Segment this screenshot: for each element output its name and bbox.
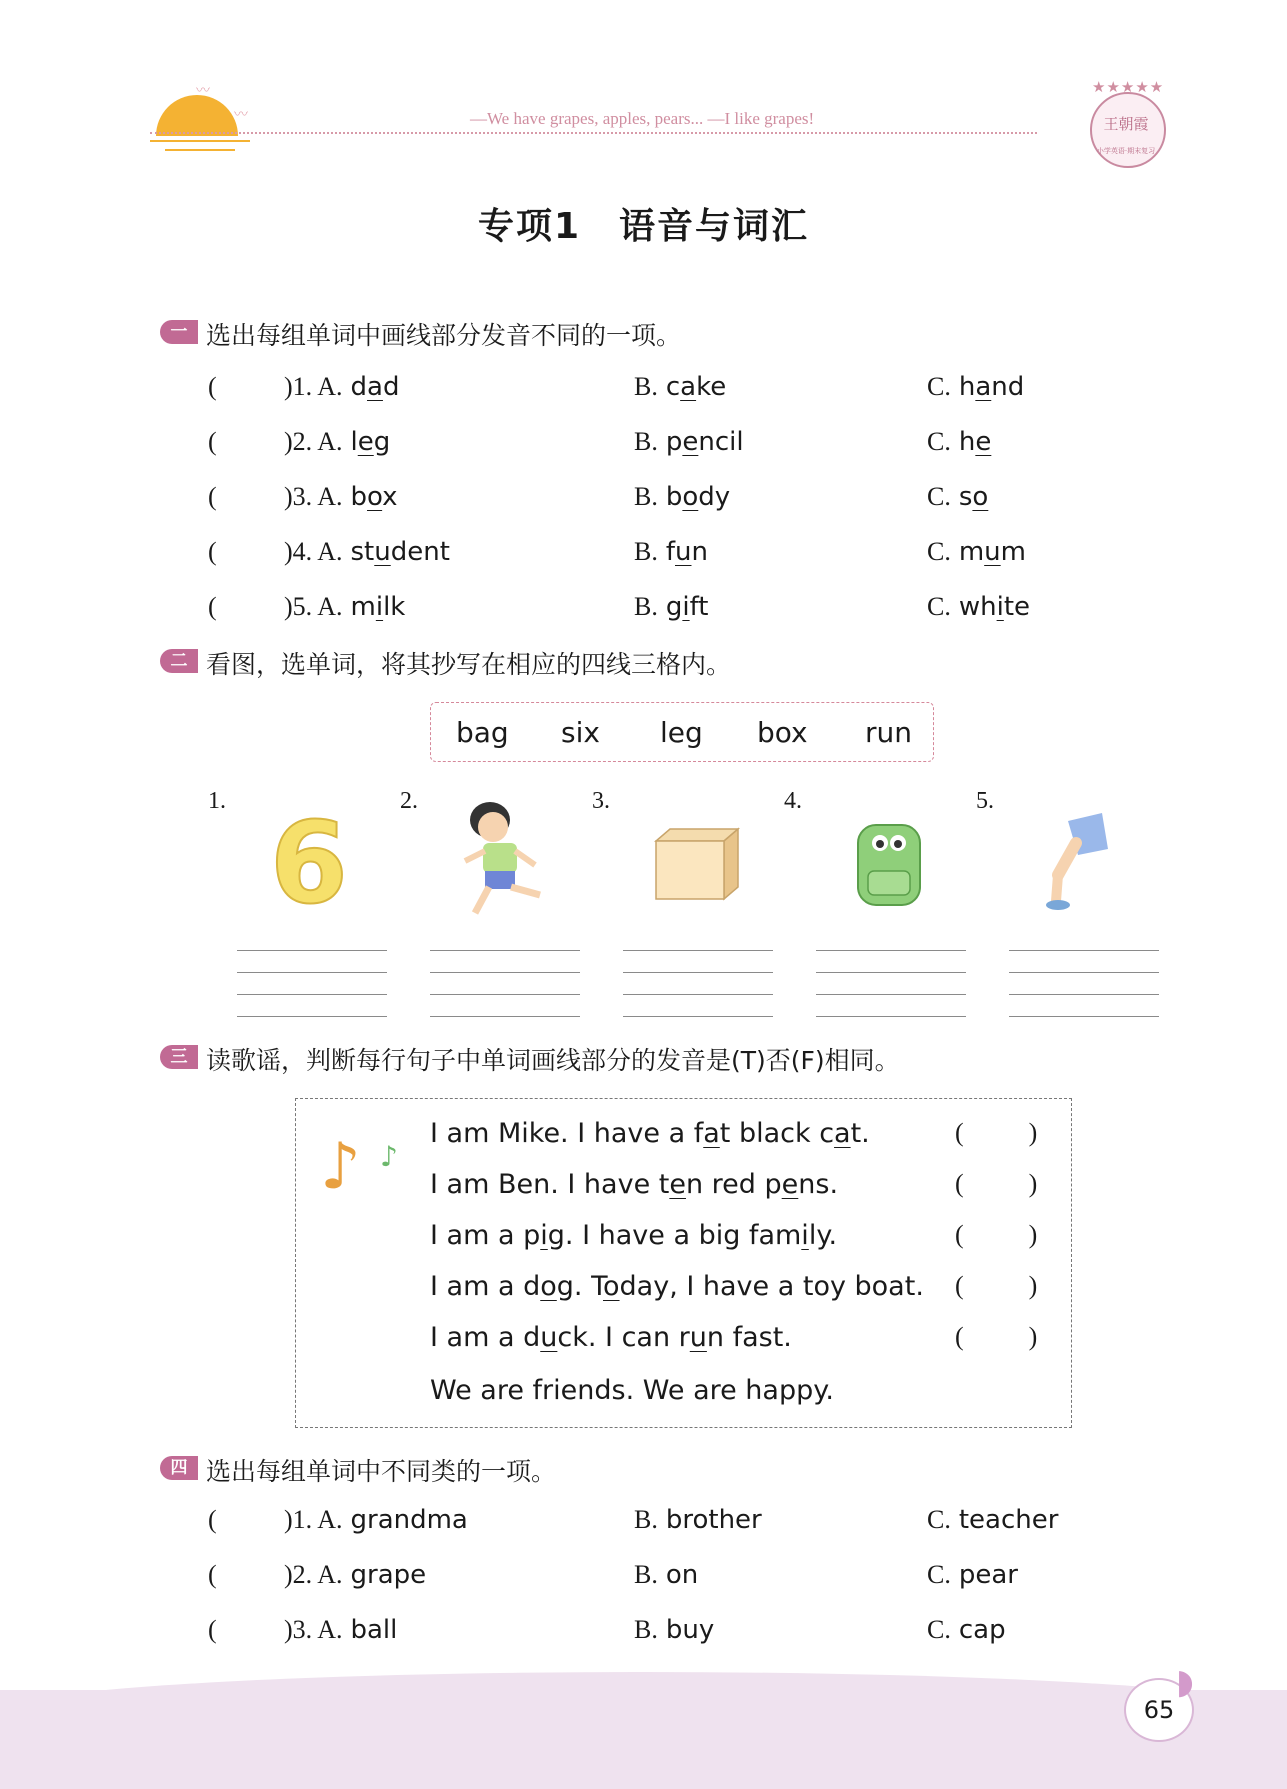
text-part: I am a d [430,1322,541,1353]
song-line [430,1322,792,1353]
word-part: s [958,482,973,512]
song-line [430,1271,924,1302]
word-bank-item: box [757,716,808,749]
writing-grid[interactable] [816,950,966,1016]
option-label: C. [927,592,951,621]
option-a-word[interactable]: grandma [350,1505,468,1535]
sun-line [150,140,250,142]
underlined-part: i [375,592,384,622]
writing-grid[interactable] [1009,950,1159,1016]
logo-stars: ★★★★★ [1092,78,1165,96]
word-part: f [665,537,675,567]
logo-subtitle: 小学英语·期末复习 [1096,147,1156,155]
picture-number: 2. [400,788,418,814]
option-b[interactable] [634,537,708,567]
text-part: ly. [808,1220,838,1251]
answer-paren[interactable]: ( ) [955,1271,1038,1300]
page-number: 65 [1124,1678,1194,1742]
underlined-part: u [689,1322,707,1353]
question-number [284,482,398,512]
option-b[interactable] [634,1560,698,1590]
word-part: lk [383,592,406,622]
word-part: ncil [698,427,744,457]
section1-title: 选出每组单词中画线部分发音不同的一项。 [206,321,682,350]
song-last-line: We are friends. We are happy. [430,1375,834,1406]
word-bank-item: six [561,716,600,749]
option-c[interactable] [927,1615,1006,1645]
leg-picture [1040,813,1115,913]
option-label: )2. A. [284,1560,343,1589]
underlined-part: a [975,372,992,402]
question-number [284,1560,426,1590]
running-boy-picture [455,795,555,920]
section2-badge: 二 [160,649,198,673]
option-label: )1. A. [284,372,343,401]
text-part: n red p [685,1169,782,1200]
writing-grid[interactable] [237,950,387,1016]
underlined-part: i [682,592,690,622]
underlined-part: i [540,1220,548,1251]
bag-picture [850,813,932,909]
option-word: cap [958,1615,1006,1645]
word-part: l [350,427,358,457]
song-line [430,1169,838,1200]
header-rule [150,132,1037,134]
answer-paren[interactable]: ( [208,372,217,401]
option-label: B. [634,1615,658,1644]
text-part: ns. [798,1169,839,1200]
word-part: g [665,592,683,622]
option-label: B. [634,1560,658,1589]
picture-number: 4. [784,788,802,814]
question-number [284,372,399,402]
word-part: nd [991,372,1025,402]
option-c[interactable] [927,372,1024,402]
underlined-part: e [682,427,699,457]
sun-line [165,149,235,151]
underlined-part: a [834,1118,851,1149]
option-b[interactable] [634,372,726,402]
word-part: st [350,537,375,567]
answer-paren[interactable]: ( ) [955,1322,1038,1351]
underlined-part: u [984,537,1001,567]
word-part: wh [958,592,997,622]
answer-paren[interactable]: ( [208,1505,217,1534]
word-part: d [350,372,368,402]
option-label: B. [634,592,658,621]
underlined-part: a [703,1118,720,1149]
picture-number: 1. [208,788,226,814]
answer-paren[interactable]: ( [208,482,217,511]
option-b[interactable] [634,592,708,622]
underlined-part: o [682,482,699,512]
word-part: te [1003,592,1031,622]
underlined-part: u [675,537,692,567]
option-label: B. [634,372,658,401]
option-a-word[interactable] [351,482,398,512]
answer-paren[interactable]: ( [208,1615,217,1644]
option-word: buy [665,1615,715,1645]
underlined-part: o [540,1271,557,1302]
text-part: t black c [719,1118,835,1149]
underlined-part: i [801,1220,809,1251]
section3-title: 读歌谣，判断每行句子中单词画线部分的发音是(T)否(F)相同。 [206,1046,900,1075]
dolphin-icon: ◗ [1176,1662,1194,1702]
footer-band [0,1690,1287,1789]
answer-paren[interactable]: ( ) [955,1169,1038,1198]
word-part: g [373,427,391,457]
text-part: day, I have a toy boat. [619,1271,924,1302]
text-part: I am Ben. I have t [430,1169,670,1200]
option-label: C. [927,372,951,401]
section4-badge: 四 [160,1456,198,1480]
option-label: )3. A. [284,1615,343,1644]
word-part: dy [698,482,731,512]
music-note-icon: ♪ [320,1130,361,1204]
section2-title: 看图，选单词，将其抄写在相应的四线三格内。 [206,650,732,679]
option-label: C. [927,537,951,566]
option-c[interactable] [927,1505,1058,1535]
option-label: )4. A. [284,537,343,566]
option-label: )2. A. [284,427,343,456]
word-bank-item: bag [456,716,509,749]
bird-icon: 〰 [234,107,248,123]
option-b[interactable] [634,1615,714,1645]
picture-number: 3. [592,788,610,814]
underlined-part: e [669,1169,686,1200]
word-part: b [350,482,368,512]
option-a-word[interactable] [351,592,406,622]
underlined-part: u [374,537,391,567]
option-word: brother [665,1505,762,1535]
underlined-part: o [972,482,989,512]
option-c[interactable] [927,592,1030,622]
option-a-word[interactable] [351,537,450,567]
option-label: B. [634,482,658,511]
option-label: C. [927,1560,951,1589]
word-part: m [350,592,376,622]
page-title: 专项1 语音与词汇 [477,206,810,247]
option-label: C. [927,1615,951,1644]
word-part: c [665,372,681,402]
word-part: h [958,427,976,457]
option-b[interactable] [634,427,744,457]
option-label: C. [927,1505,951,1534]
option-a-word[interactable]: ball [350,1615,398,1645]
option-label: C. [927,482,951,511]
underlined-part: u [540,1322,558,1353]
word-part: h [958,372,976,402]
option-b[interactable] [634,1505,762,1535]
word-part: ft [689,592,709,622]
section4-title: 选出每组单词中不同类的一项。 [206,1457,557,1486]
answer-paren[interactable]: ( ) [955,1220,1038,1249]
option-label: )3. A. [284,482,343,511]
text-part: ck. I can r [557,1322,690,1353]
word-part: b [665,482,683,512]
underlined-part: i [996,592,1004,622]
bird-icon: 〰 [196,83,210,99]
header-motto: —We have grapes, apples, pears... —I like grapes! [470,109,815,128]
option-c[interactable] [927,537,1026,567]
answer-paren[interactable]: ( [208,537,217,566]
option-word: on [665,1560,699,1590]
option-label: B. [634,427,658,456]
option-label: )5. A. [284,592,343,621]
option-label: B. [634,537,658,566]
underlined-part: a [367,372,383,402]
underlined-part: o [367,482,383,512]
underlined-part: e [975,427,992,457]
song-line [430,1220,837,1251]
underlined-part: e [357,427,374,457]
underlined-part: o [603,1271,620,1302]
underlined-part: e [781,1169,799,1200]
word-part: p [665,427,683,457]
option-a-word[interactable] [351,372,400,402]
text-part: n fast. [706,1322,792,1353]
option-word: teacher [958,1505,1059,1535]
word-part: dent [390,537,450,567]
option-label: C. [927,427,951,456]
underlined-part: a [680,372,697,402]
word-part: d [382,372,400,402]
answer-paren[interactable]: ( [208,427,217,456]
answer-paren[interactable]: ( [208,1560,217,1589]
text-part: t. [850,1118,870,1149]
word-part: n [691,537,708,567]
question-number [284,537,450,567]
text-part: g. T [556,1271,603,1302]
question-number [284,592,405,622]
section3-badge: 三 [160,1045,198,1069]
text-part: I am a d [430,1271,541,1302]
logo-text: 王朝霞 [1103,115,1149,133]
word-part: ke [696,372,727,402]
option-c[interactable] [927,427,991,457]
option-c[interactable] [927,482,988,512]
word-part: m [958,537,985,567]
writing-grid[interactable] [623,950,773,1016]
word-part: x [382,482,398,512]
question-number [284,1505,468,1535]
question-number [284,427,390,457]
word-part: m [1000,537,1026,567]
word-bank-item: leg [660,716,703,749]
text-part: I am a p [430,1220,541,1251]
picture-number: 5. [976,788,994,814]
section1-badge: 一 [160,320,198,344]
text-part: g. I have a big fam [547,1220,802,1251]
sun-decoration [156,95,238,177]
word-bank-item: run [865,716,913,749]
answer-paren[interactable]: ( [208,592,217,621]
option-a-word[interactable]: grape [350,1560,427,1590]
box-picture [652,823,742,903]
music-note-icon: ♪ [380,1140,398,1173]
six-picture: 6 [270,799,348,929]
option-label: B. [634,1505,658,1534]
option-label: )1. A. [284,1505,343,1534]
writing-grid[interactable] [430,950,580,1016]
option-a-word[interactable] [351,427,391,457]
option-b[interactable] [634,482,730,512]
text-part: I am Mike. I have a f [430,1118,704,1149]
option-word: pear [958,1560,1018,1590]
song-line [430,1118,870,1149]
answer-paren[interactable]: ( ) [955,1118,1038,1147]
option-c[interactable] [927,1560,1018,1590]
question-number [284,1615,397,1645]
